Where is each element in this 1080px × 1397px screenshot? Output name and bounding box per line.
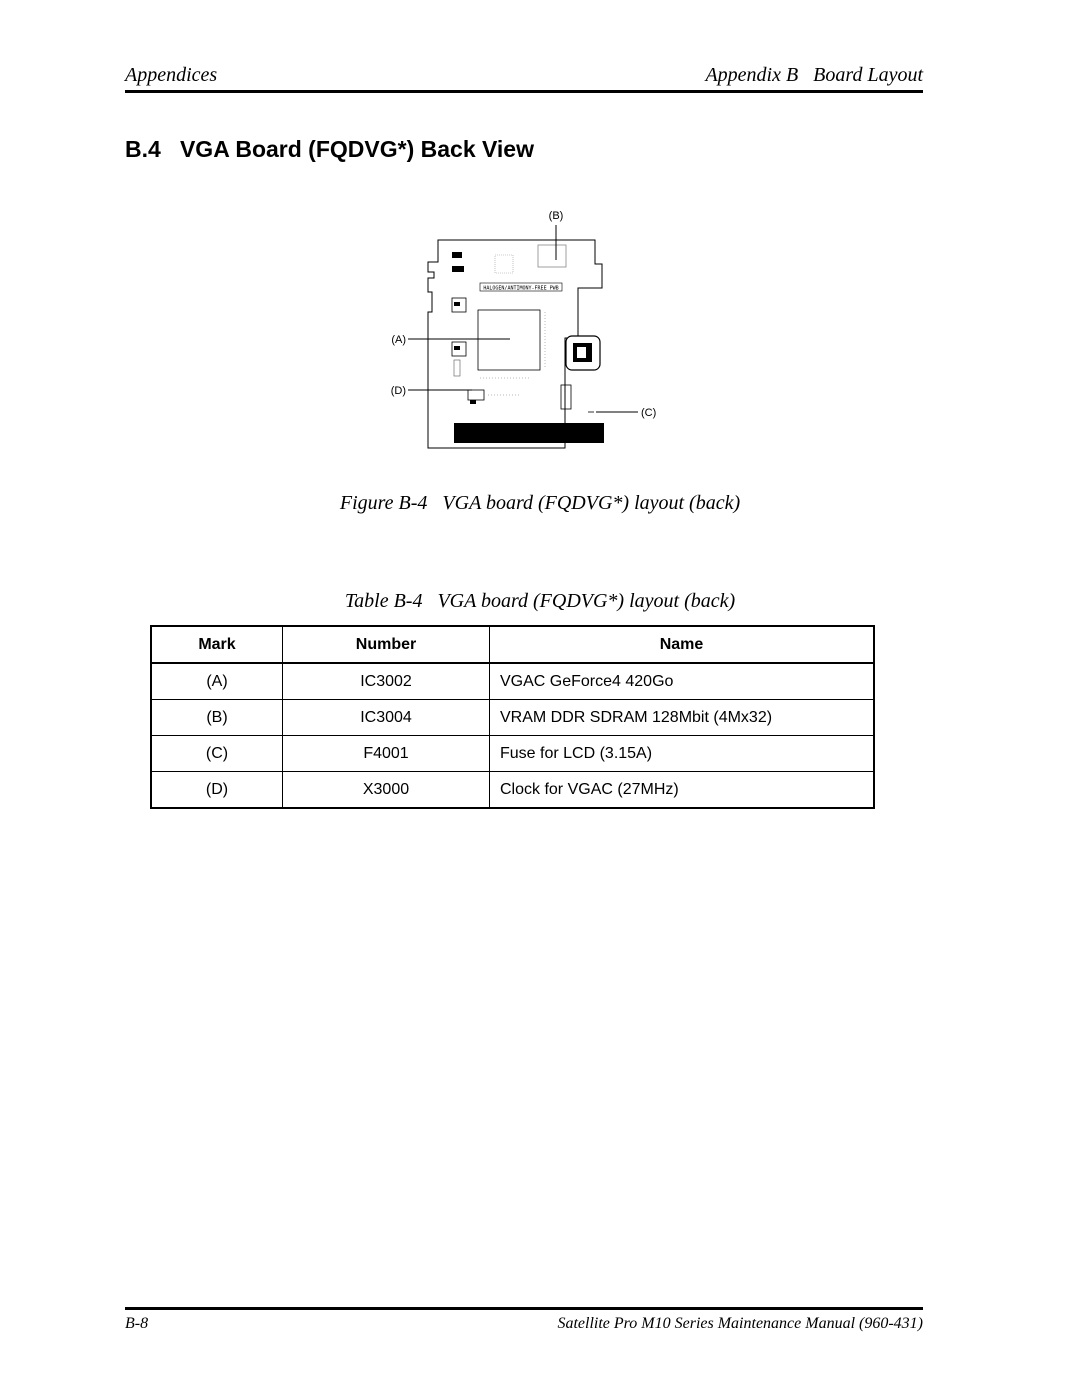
- cell-number: F4001: [283, 736, 490, 772]
- table-row: [151, 700, 874, 736]
- footer-rule: [125, 1307, 923, 1310]
- section-title: B.4 VGA Board (FQDVG*) Back View: [125, 136, 534, 162]
- column-header-number: Number: [283, 626, 490, 663]
- table-row: [151, 772, 874, 809]
- cell-mark: (C): [151, 736, 283, 772]
- label-a: (A): [391, 334, 406, 346]
- figure-caption: Figure B-4 VGA board (FQDVG*) layout (back): [339, 492, 741, 514]
- cell-name: Clock for VGAC (27MHz): [490, 772, 875, 809]
- table-caption: Table B-4 VGA board (FQDVG*) layout (back): [344, 590, 736, 612]
- cell-name: Fuse for LCD (3.15A): [490, 736, 875, 772]
- label-d: (D): [390, 385, 406, 397]
- cell-number: IC3004: [283, 700, 490, 736]
- column-header-mark: Mark: [151, 626, 283, 663]
- footer-manual-title: Satellite Pro M10 Series Maintenance Manual (960-431): [557, 1315, 923, 1332]
- cell-mark: (A): [151, 663, 283, 700]
- label-b: (B): [548, 210, 564, 222]
- cell-name: VGAC GeForce4 420Go: [490, 663, 875, 700]
- column-header-name: Name: [490, 626, 875, 663]
- parts-table: [150, 625, 875, 809]
- footer-page-number: B-8: [125, 1315, 149, 1332]
- cell-name: VRAM DDR SDRAM 128Mbit (4Mx32): [490, 700, 875, 736]
- table-row: [151, 663, 874, 700]
- table-header-row: [151, 626, 874, 663]
- cell-number: X3000: [283, 772, 490, 809]
- gpu-chip: [478, 310, 540, 370]
- board-layout-figure: [380, 200, 680, 460]
- cell-number: IC3002: [283, 663, 490, 700]
- cell-mark: (B): [151, 700, 283, 736]
- bottom-connector: [454, 423, 604, 443]
- header-rule: [125, 90, 923, 93]
- pcb-label: HALOGEN/ANTIMONY-FREE PWB: [483, 285, 559, 292]
- label-c: (C): [641, 407, 657, 419]
- header-left: Appendices: [125, 64, 218, 86]
- header-right: Appendix B Board Layout: [705, 64, 923, 86]
- table-row: [151, 736, 874, 772]
- cell-mark: (D): [151, 772, 283, 809]
